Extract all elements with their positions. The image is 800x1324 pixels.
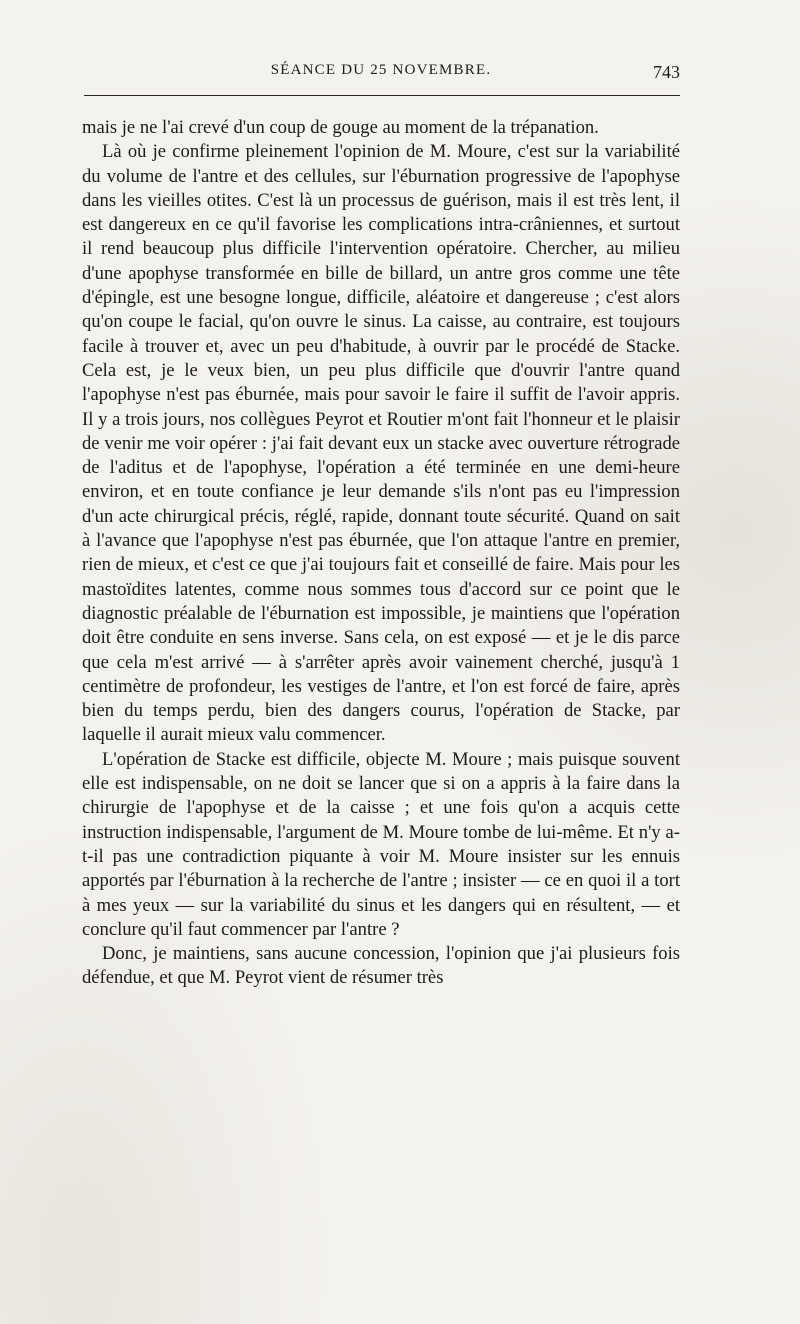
body-text — [82, 116, 680, 991]
header-rule — [84, 95, 680, 96]
paragraph-moure-opinion: Là où je confirme pleinement l'opinion de M. Moure, c'est sur la variabilité du volume de l'antre et des cellules, sur l'éburnation progressive de l'apophyse dans les vieilles otites. C'est là un processus de guérison, mais il est très lent, il est dangereux en ce qu'il favorise les complications intra-crâniennes, et surtout il rend beaucoup plus difficile l'intervention opératoire. Chercher, au milieu d'une apophyse transformée en bille de billard, un antre gros comme une tête d'épingle, est une besogne longue, difficile, aléatoire et dangereuse ; c'est alors qu'on coupe le facial, qu'on ouvre le sinus. La caisse, au contraire, est toujours facile à trouver et, avec un peu d'habitude, à ouvrir par le procédé de Stacke. Cela est, je le veux bien, un peu plus difficile que d'ouvrir l'antre quand l'apophyse n'est pas éburnée, mais pour savoir le faire il suffit de l'avoir appris. Il y a trois jours, nos collègues Peyrot et Routier m'ont fait l'honneur et le plaisir de venir me voir opérer : j'ai fait devant eux un stacke avec ouverture rétrograde de l'aditus et de l'apophyse, l'opération a été terminée en une demi-heure environ, et en toute confiance je leur demande s'ils n'ont pas eu l'impression d'un acte chirurgical précis, réglé, rapide, donnant toute sécurité. Quand on sait à l'avance que l'apophyse n'est pas éburnée, que l'on attaque l'antre en premier, rien de mieux, et c'est ce que j'ai toujours fait et conseillé de faire. Mais pour les mastoïdites latentes, comme nous sommes tous d'accord sur ce point que le diagnostic préalable de l'éburnation est impossible, je maintiens que l'opération doit être conduite en sens inverse. Sans cela, on est exposé — et je le dis parce que cela m'est arrivé — à s'arrêter après avoir vainement cherché, jusqu'à 1 centimètre de profondeur, les vestiges de l'antre, et l'on est forcé de faire, après bien du temps perdu, bien des dangers courus, l'opération de Stacke, par laquelle il aurait mieux valu commencer. — [82, 141, 680, 746]
paragraph-conclusion: Donc, je maintiens, sans aucune concession, l'opinion que j'ai plusieurs fois défendue, et que M. Peyrot vient de résumer très — [82, 943, 680, 989]
running-head — [82, 62, 680, 86]
paragraph-continuation: mais je ne l'ai crevé d'un coup de gouge au moment de la trépanation. — [82, 117, 599, 138]
paragraph-stacke-operation: L'opération de Stacke est difficile, objecte M. Moure ; mais puisque souvent elle est indispensable, on ne doit se lancer que si on a appris à la faire dans la chirurgie de l'apophyse et de la caisse ; et une fois qu'on a acquis cette instruction indispensable, l'argument de M. Moure tombe de lui-même. Et n'y a-t-il pas une contradiction piquante à voir M. Moure insister sur les ennuis apportés par l'éburnation à la recherche de l'antre ; insister — ce en quoi il a tort à mes yeux — sur la variabilité du sinus et les dangers qui en résultent, — et conclure qu'il faut commencer par l'antre ? — [82, 748, 680, 940]
page-number: 743 — [653, 62, 680, 82]
running-title: SÉANCE DU 25 NOVEMBRE. — [270, 62, 492, 78]
